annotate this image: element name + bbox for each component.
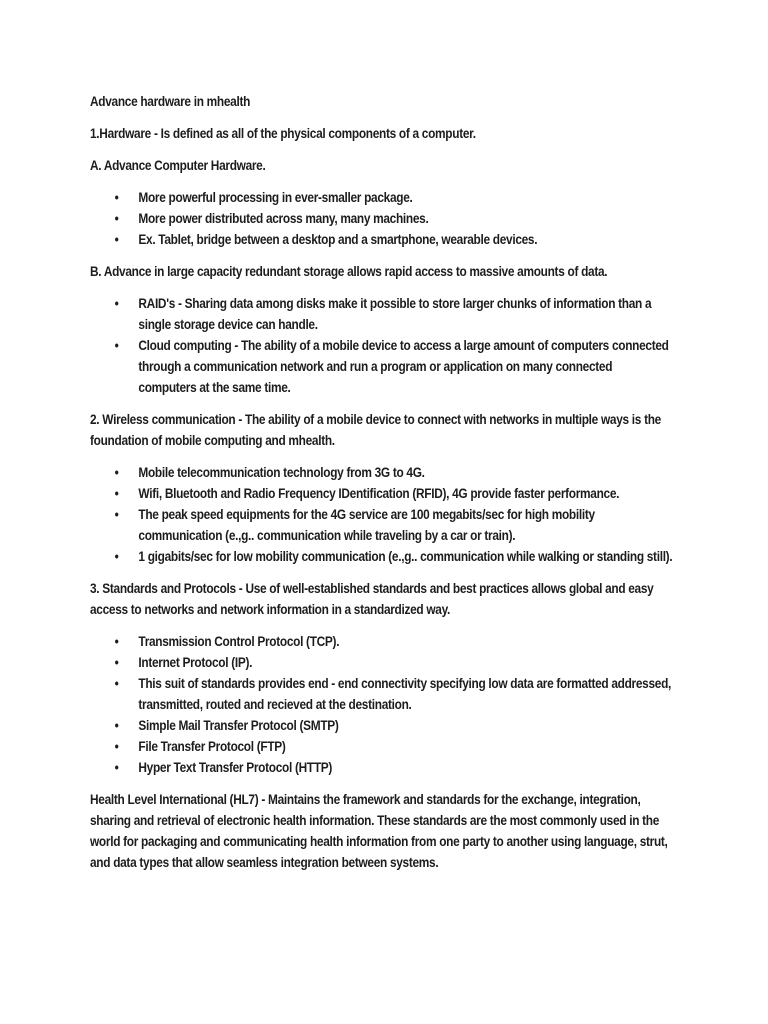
list-item	[90, 187, 673, 208]
list-item-text: More powerful processing in ever-smaller package.	[138, 190, 413, 205]
list-item	[90, 462, 673, 483]
list-item	[90, 208, 673, 229]
list-redundant-storage	[90, 293, 673, 398]
list-item	[90, 757, 673, 778]
bullet-icon: •	[114, 486, 119, 501]
list-item	[90, 631, 673, 652]
list-item-text: Ex. Tablet, bridge between a desktop and a smartphone, wearable devices.	[138, 232, 538, 247]
heading-standards-protocols: 3. Standards and Protocols - Use of well-established standards and best practices allows global and easy access to networks and network information in a standardized way.	[90, 581, 654, 617]
list-item	[90, 229, 673, 250]
bullet-icon: •	[114, 338, 119, 353]
bullet-icon: •	[114, 634, 119, 649]
list-item	[90, 483, 673, 504]
list-item	[90, 335, 673, 398]
list-item-text: Hyper Text Transfer Protocol (HTTP)	[138, 760, 333, 775]
list-item	[90, 736, 673, 757]
list-wireless-communication	[90, 462, 673, 567]
list-item-text: More power distributed across many, many machines.	[138, 211, 429, 226]
bullet-icon: •	[114, 190, 119, 205]
bullet-icon: •	[114, 507, 119, 522]
list-item-text: RAID's - Sharing data among disks make it possible to store larger chunks of information than a single storage device can handle.	[138, 296, 652, 332]
heading-wireless-communication: 2. Wireless communication - The ability of a mobile device to connect with networks in multiple ways is the foundation of mobile computing and mhealth.	[90, 412, 661, 448]
bullet-icon: •	[114, 739, 119, 754]
list-item-text: 1 gigabits/sec for low mobility communication (e.,g.. communication while walking or standing still).	[138, 549, 673, 564]
list-item	[90, 546, 673, 567]
list-standards-protocols	[90, 631, 673, 778]
document-body	[90, 91, 673, 884]
bullet-icon: •	[114, 296, 119, 311]
bullet-icon: •	[114, 549, 119, 564]
list-item-text: Simple Mail Transfer Protocol (SMTP)	[138, 718, 339, 733]
bullet-icon: •	[114, 676, 119, 691]
list-item-text: Cloud computing - The ability of a mobile device to access a large amount of computers connected through a communication network and run a program or application on many connected computers at the same time.	[138, 338, 669, 395]
list-item-text: The peak speed equipments for the 4G service are 100 megabits/sec for high mobility communication (e.,g.. communication while traveling by a car or train).	[138, 507, 595, 543]
bullet-icon: •	[114, 211, 119, 226]
bullet-icon: •	[114, 655, 119, 670]
heading-redundant-storage: B. Advance in large capacity redundant storage allows rapid access to massive amounts of data.	[90, 264, 608, 279]
list-item-text: File Transfer Protocol (FTP)	[138, 739, 286, 754]
list-item-text: Transmission Control Protocol (TCP).	[138, 634, 340, 649]
heading-advance-computer-hardware: A. Advance Computer Hardware.	[90, 158, 266, 173]
bullet-icon: •	[114, 465, 119, 480]
list-item-text: Wifi, Bluetooth and Radio Frequency IDentification (RFID), 4G provide faster performance.	[138, 486, 620, 501]
list-item-text: Mobile telecommunication technology from 3G to 4G.	[138, 465, 425, 480]
paragraph-hl7: Health Level International (HL7) - Maintains the framework and standards for the exchange, integration, sharing and retrieval of electronic health information. These standards are the most commonly used in the world for packaging and communicating health information from one party to another using language, strut, and data types that allow seamless integration between systems.	[90, 792, 668, 870]
list-item	[90, 504, 673, 546]
bullet-icon: •	[114, 718, 119, 733]
paragraph-hardware-definition: 1.Hardware - Is defined as all of the physical components of a computer.	[90, 126, 476, 141]
list-item	[90, 652, 673, 673]
list-item	[90, 293, 673, 335]
list-advance-computer-hardware	[90, 187, 673, 250]
bullet-icon: •	[114, 232, 119, 247]
bullet-icon: •	[114, 760, 119, 775]
list-item-text: This suit of standards provides end - end connectivity specifying low data are formatted addressed, transmitted, routed and recieved at the destination.	[138, 676, 672, 712]
list-item-text: Internet Protocol (IP).	[138, 655, 253, 670]
list-item	[90, 715, 673, 736]
list-item	[90, 673, 673, 715]
doc-title: Advance hardware in mhealth	[90, 94, 251, 109]
